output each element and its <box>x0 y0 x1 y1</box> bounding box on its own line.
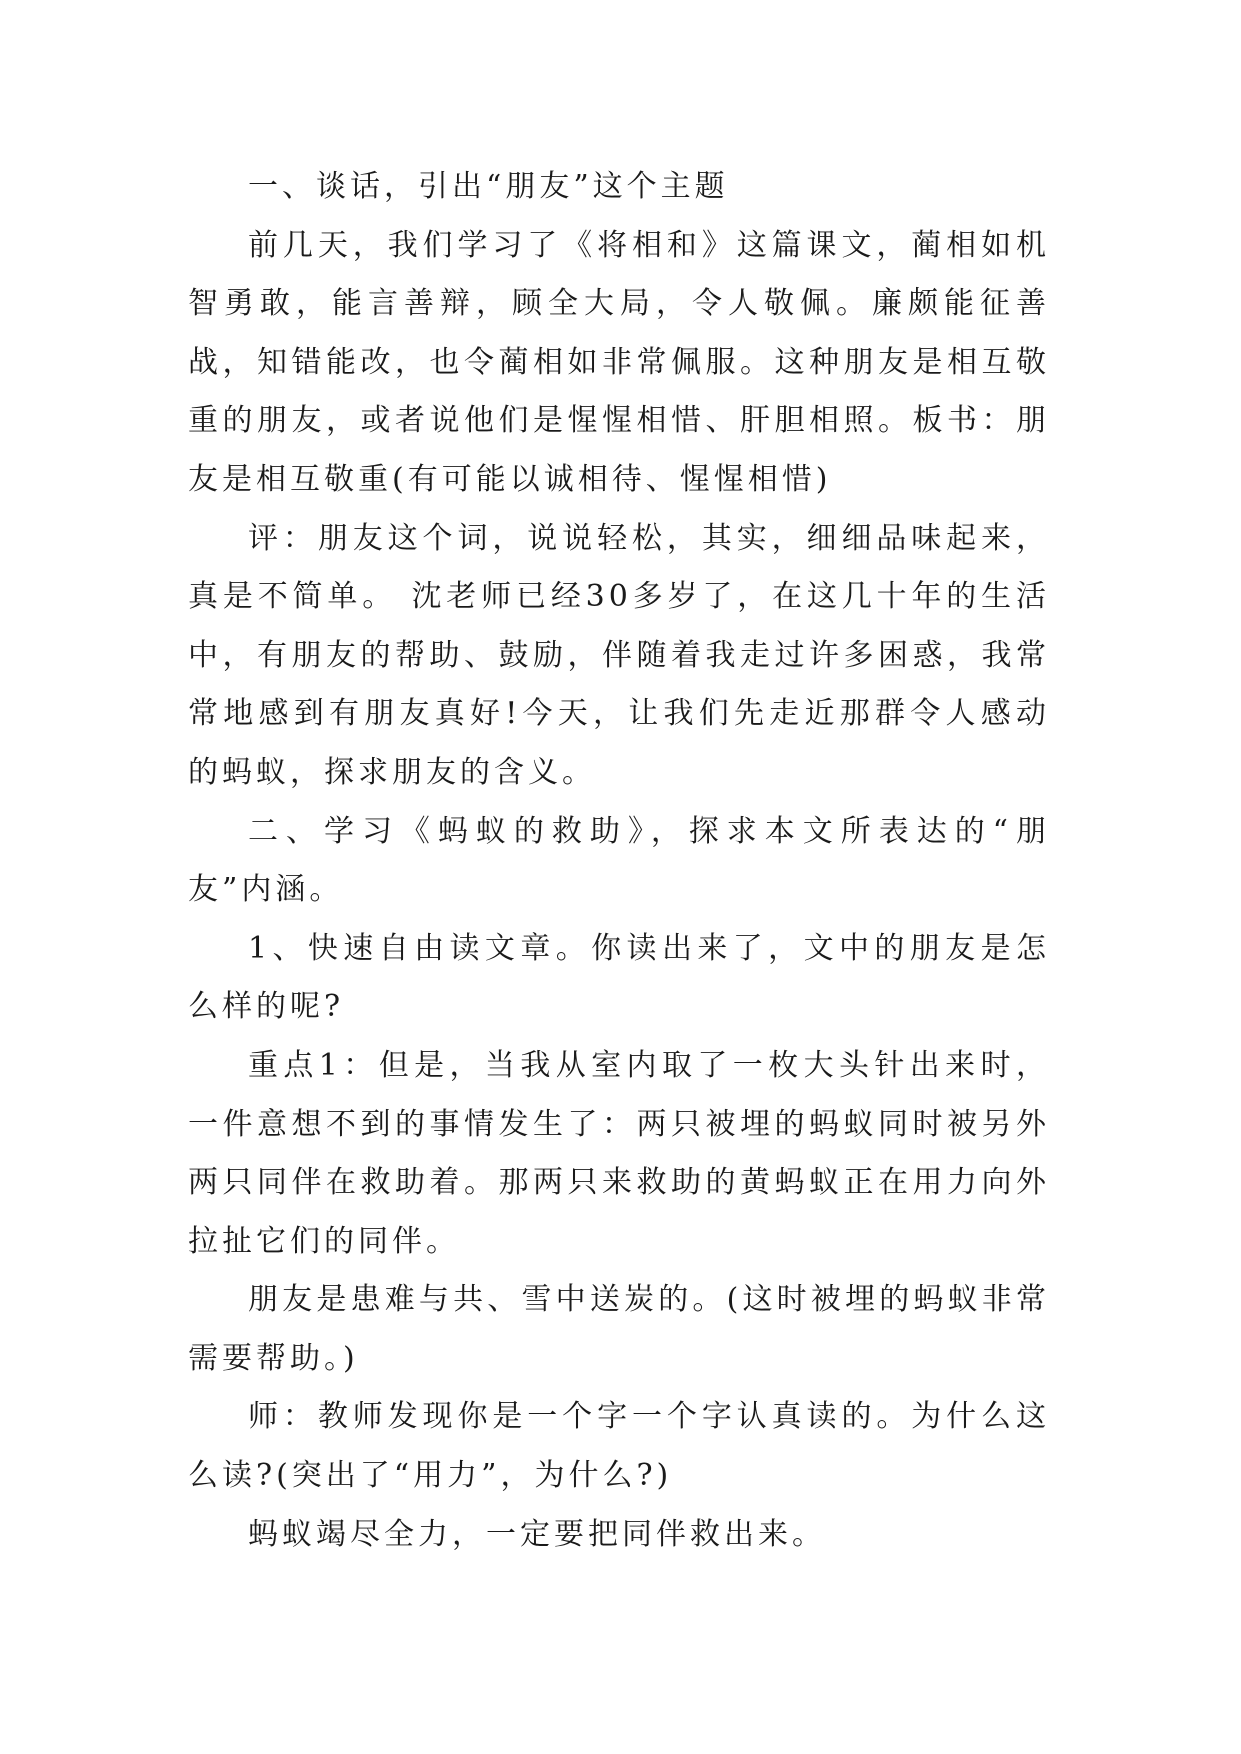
paragraph-key-point-1: 重点1：但是，当我从室内取了一枚大头针出来时，一件意想不到的事情发生了：两只被埋的蚂蚁同时被另外两只同伴在救助着。那两只来救助的黄蚂蚁正在用力向外拉扯它们的同伴。 <box>188 1047 1050 1259</box>
paragraph-quick-reading: 1、快速自由读文章。你读出来了，文中的朋友是怎么样的呢? <box>188 930 1050 1025</box>
paragraph-teacher-remark: 师：教师发现你是一个字一个字认真读的。为什么这么读?(突出了“用力”，为什么?) <box>188 1399 1050 1494</box>
paragraph-friends-in-need: 朋友是患难与共、雪中送炭的。(这时被埋的蚂蚁非常需要帮助。) <box>188 1282 1050 1376</box>
paragraph-comment-friends: 评：朋友这个词，说说轻松，其实，细细品味起来，真是不简单。 沈老师已经30多岁了，在这几十年的生活中，有朋友的帮助、鼓励，伴随着我走过许多困惑，我常常地感到有朋友真好!今天，让我们先走近那群令人感动的蚂蚁，探求朋友的含义。 <box>188 520 1050 790</box>
paragraph-ants-effort: 蚂蚁竭尽全力，一定要把同伴救出来。 <box>248 1516 826 1552</box>
document-body <box>188 158 1050 1564</box>
heading-talk-topic: 一、谈话，引出“朋友”这个主题 <box>248 169 729 204</box>
heading-study-ant-rescue: 二、学习《蚂蚁的救助》，探求本文所表达的“朋友”内涵。 <box>188 813 1050 908</box>
paragraph-jiang-xiang-he: 前几天，我们学习了《将相和》这篇课文，蔺相如机智勇敢，能言善辩，顾全大局，令人敬佩。廉颇能征善战，知错能改，也令蔺相如非常佩服。这种朋友是相互敬重的朋友，或者说他们是惺惺相惜、肝胆相照。板书：朋友是相互敬重(有可能以诚相待、惺惺相惜) <box>188 227 1050 497</box>
